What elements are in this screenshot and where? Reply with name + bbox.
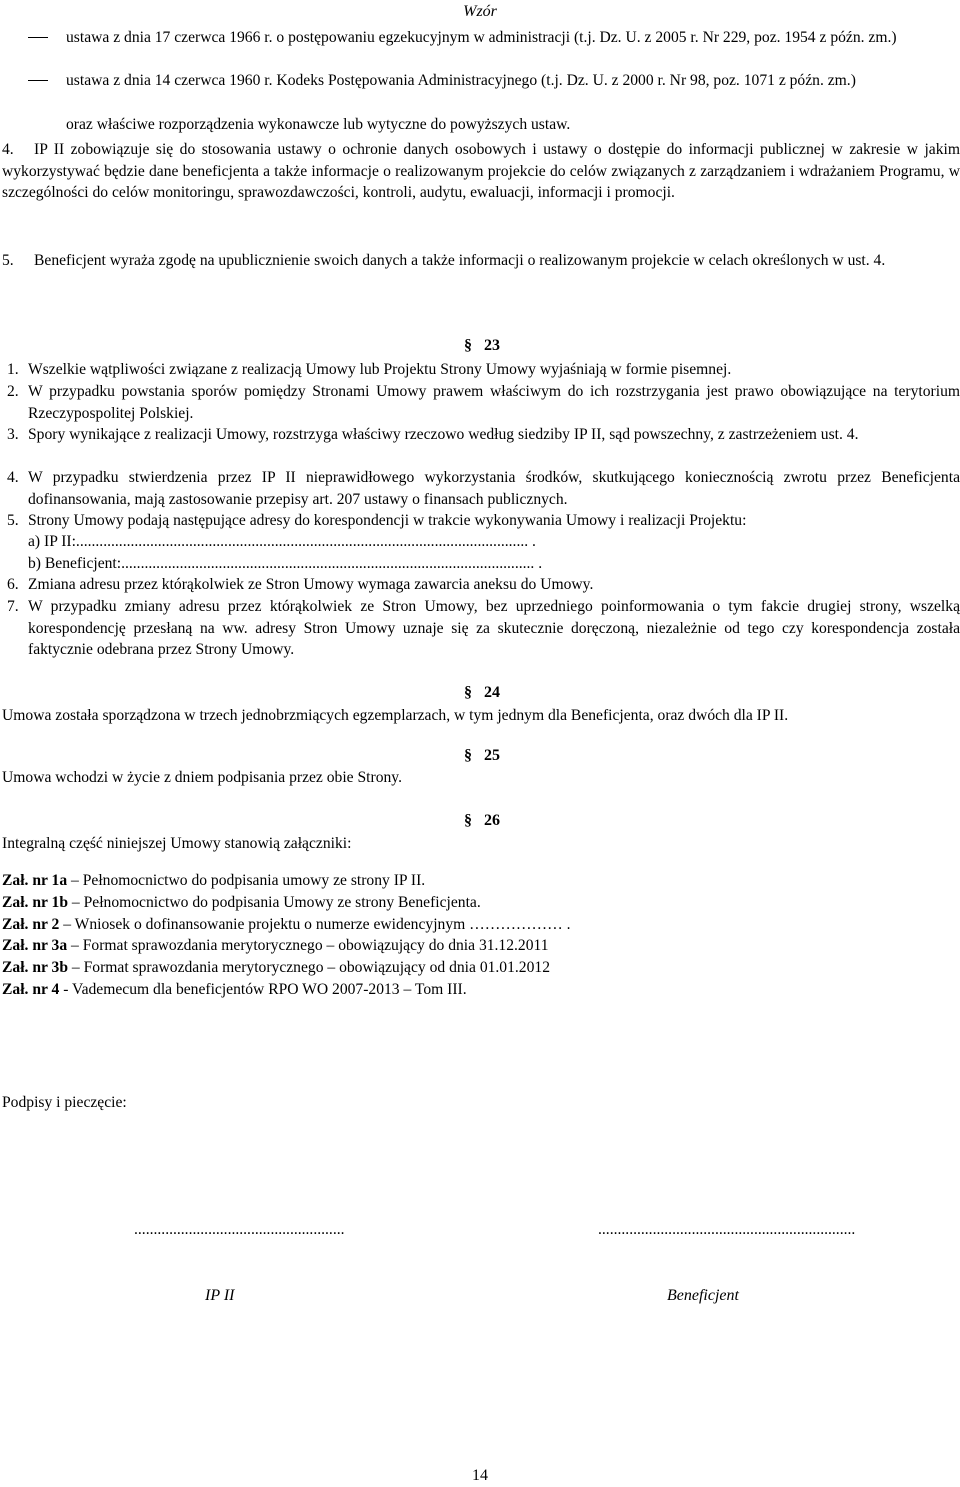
clause-item — [2, 250, 960, 272]
attachment-item — [2, 957, 550, 979]
clause-item — [2, 574, 960, 596]
attachment-label: Zał. nr 3b — [2, 959, 69, 976]
section-heading-25 — [464, 745, 500, 767]
section-symbol: § — [464, 337, 472, 354]
attachment-item — [2, 935, 549, 957]
section-number: 25 — [484, 747, 500, 764]
clause-item — [2, 139, 960, 204]
signature-line-beneficjent: .................................................................. — [598, 1221, 856, 1238]
clause-number: 3. — [7, 426, 19, 443]
clause-item — [2, 467, 960, 510]
clause-number: 1. — [7, 361, 19, 378]
intro-list-item-text: ustawa z dnia 17 czerwca 1966 r. o postępowaniu egzekucyjnym w administracji (t.j. Dz. U. z 2005 r. Nr 229, poz. 1954 z późn. zm.) — [66, 29, 897, 46]
clause-text: Zmiana adresu przez którąkolwiek ze Stron Umowy wymaga zawarcia aneksu do Umowy. — [28, 576, 594, 593]
attachment-text: - Vademecum dla beneficjentów RPO WO 2007-2013 – Tom III. — [59, 981, 467, 998]
section-number: 24 — [484, 684, 500, 701]
section-symbol: § — [464, 812, 472, 829]
clause-number: 4. — [7, 469, 19, 486]
clause-item — [2, 596, 960, 661]
clause-text: Strony Umowy podają następujące adresy do korespondencji w trakcie wykonywania Umowy i realizacji Projektu: — [28, 512, 747, 529]
address-line-ip: a) IP II:.................................................................................................................... . — [28, 533, 536, 550]
clause-item — [2, 381, 960, 424]
section-26-text: Integralną część niniejszej Umowy stanowią załączniki: — [2, 835, 352, 852]
document-header: Wzór — [463, 3, 497, 20]
clause-number: 5. — [2, 252, 14, 269]
attachment-item — [2, 870, 425, 892]
signature-line-ip: ...................................................... — [134, 1221, 345, 1238]
section-heading-24 — [464, 682, 500, 704]
clause-text: IP II zobowiązuje się do stosowania ustawy o ochronie danych osobowych i ustawy o dostępie do informacji publicznej w zakresie w jakim wykorzystywać będzie dane beneficjenta a także informacje o realizowanym projekcie do celów związanych z zarządzaniem i wdrażaniem Programu, w szczególności do celów monitoringu, sprawozdawczości, kontroli, audytu, ewaluacji, informacji i promocji. — [2, 141, 960, 201]
attachment-text: – Format sprawozdania merytorycznego – obowiązujący od dnia 01.01.2012 — [68, 959, 550, 976]
section-25-text: Umowa wchodzi w życie z dniem podpisania przez obie Strony. — [2, 769, 402, 786]
page-number: 14 — [472, 1467, 488, 1484]
section-number: 23 — [484, 337, 500, 354]
section-symbol: § — [464, 747, 472, 764]
attachment-label: Zał. nr 1b — [2, 894, 69, 911]
attachment-text: – Pełnomocnictwo do podpisania umowy ze strony IP II. — [67, 872, 426, 889]
clause-number: 7. — [7, 598, 19, 615]
clause-number: 6. — [7, 576, 19, 593]
signatures-heading: Podpisy i pieczęcie: — [2, 1094, 127, 1111]
clause-text: Beneficjent wyraża zgodę na upublicznienie swoich danych a także informacji o realizowanym projekcie w celach określonych w ust. 4. — [34, 252, 886, 269]
clause-number: 2. — [7, 383, 19, 400]
address-line-beneficjent: b) Beneficjent:.......................................................................................................... . — [28, 555, 543, 572]
attachment-item — [2, 914, 571, 936]
attachment-text: – Pełnomocnictwo do podpisania Umowy ze strony Beneficjenta. — [68, 894, 481, 911]
clause-text: W przypadku stwierdzenia przez IP II nieprawidłowego wykorzystania środków, skutkującego koniecznością zwrotu przez Beneficjenta dofinansowania, mają zastosowanie przepisy art. 207 ustawy o finansach publicznych. — [28, 469, 960, 508]
attachment-label: Zał. nr 4 — [2, 981, 60, 998]
attachment-text: – Format sprawozdania merytorycznego – obowiązujący do dnia 31.12.2011 — [67, 937, 549, 954]
signature-label-ip: IP II — [205, 1287, 235, 1304]
clause-item — [2, 359, 960, 381]
clause-item — [2, 424, 960, 446]
section-24-text: Umowa została sporządzona w trzech jednobrzmiących egzemplarzach, w tym jednym dla Beneficjenta, oraz dwóch dla IP II. — [2, 707, 789, 724]
clause-number: 4. — [2, 141, 14, 158]
attachment-item — [2, 979, 467, 1001]
clause-text: Spory wynikające z realizacji Umowy, rozstrzyga właściwy rzeczowo według siedziby IP II, sąd powszechny, z zastrzeżeniem ust. 4. — [28, 426, 859, 443]
intro-tail: oraz właściwe rozporządzenia wykonawcze lub wytyczne do powyższych ustaw. — [66, 116, 571, 133]
attachment-label: Zał. nr 1a — [2, 872, 68, 889]
clause-text: W przypadku powstania sporów pomiędzy Stronami Umowy prawem właściwym do ich rozstrzygania jest prawo obowiązujące na terytorium Rzeczypospolitej Polskiej. — [28, 383, 960, 422]
intro-list-item-text: ustawa z dnia 14 czerwca 1960 r. Kodeks Postępowania Administracyjnego (t.j. Dz. U. z 2000 r. Nr 98, poz. 1071 z późn. zm.) — [66, 72, 856, 89]
attachment-label: Zał. nr 2 — [2, 916, 60, 933]
section-heading-23 — [464, 335, 500, 357]
clause-text: Wszelkie wątpliwości związane z realizacją Umowy lub Projektu Strony Umowy wyjaśniają w formie pisemnej. — [28, 361, 732, 378]
intro-list-item — [28, 27, 953, 49]
intro-list-item — [28, 70, 953, 92]
section-number: 26 — [484, 812, 500, 829]
clause-text: W przypadku zmiany adresu przez którąkolwiek ze Stron Umowy, bez uprzedniego poinformowania o tym fakcie drugiej strony, wszelką korespondencję przesłaną na ww. adresy Stron Umowy uznaje się za skutecznie doręczoną, niezależnie od tego czy korespondencja została faktycznie odebrana przez Strony Umowy. — [28, 598, 960, 658]
attachment-item — [2, 892, 481, 914]
signature-label-beneficjent: Beneficjent — [667, 1287, 739, 1304]
section-symbol: § — [464, 684, 472, 701]
section-heading-26 — [464, 810, 500, 832]
clause-item — [2, 510, 960, 532]
clause-number: 5. — [7, 512, 19, 529]
attachment-text: – Wniosek o dofinansowanie projektu o numerze ewidencyjnym ……………… . — [59, 916, 571, 933]
attachment-label: Zał. nr 3a — [2, 937, 68, 954]
